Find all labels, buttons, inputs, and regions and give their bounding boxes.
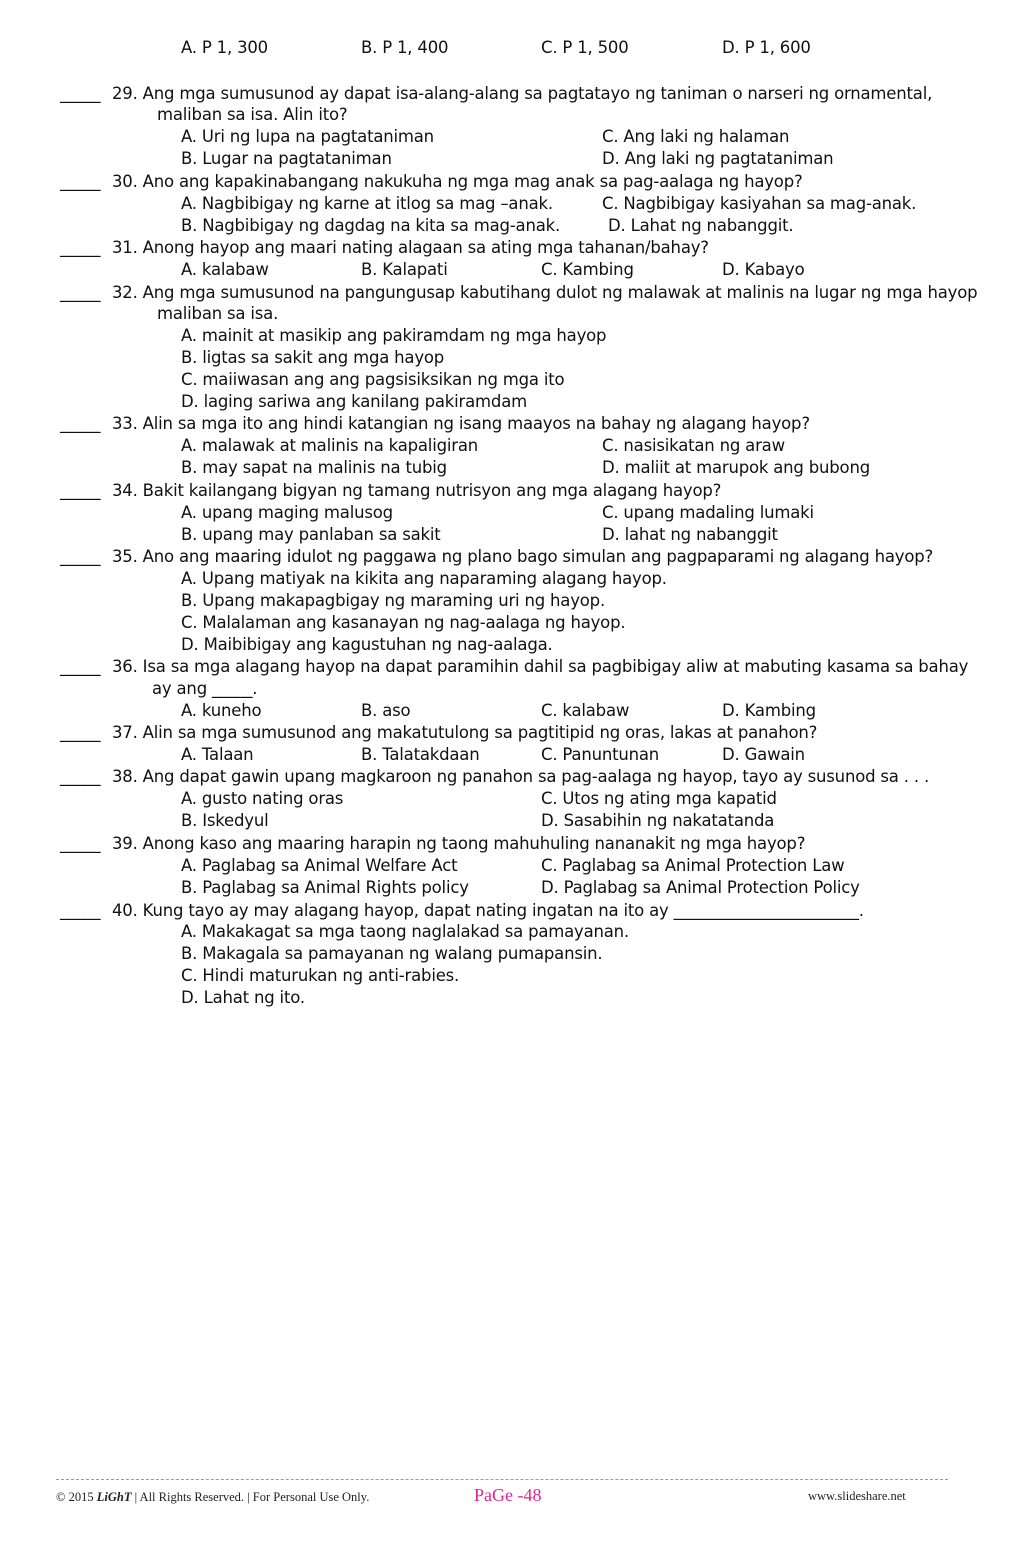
copyright-text: © 2015 — [56, 1490, 94, 1504]
answer-blank: _____ — [60, 834, 101, 853]
option-d: D. Ang laki ng pagtataniman — [602, 149, 834, 168]
option-c: C. nasisikatan ng araw — [602, 436, 785, 455]
question-text: 35. Ano ang maaring idulot ng paggawa ng plano bago simulan ang pagpaparami ng alagang hayop? — [112, 547, 934, 566]
option-c: C. Paglabag sa Animal Protection Law — [541, 856, 845, 875]
question-text-continued: ay ang _____. — [152, 679, 258, 698]
option-c: C. Nagbibigay kasiyahan sa mag-anak. — [602, 194, 917, 213]
footer-copyright-block — [56, 1489, 369, 1505]
brand-name: LiGhT — [96, 1490, 132, 1504]
q28-option-b: B. P 1, 400 — [361, 38, 449, 57]
question-text: 34. Bakit kailangang bigyan ng tamang nutrisyon ang mga alagang hayop? — [112, 481, 722, 500]
question-text: 33. Alin sa mga ito ang hindi katangian ng isang maayos na bahay ng alagang hayop? — [112, 414, 810, 433]
option-b: B. Talatakdaan — [361, 745, 480, 764]
option-d: D. Lahat ng ito. — [181, 988, 305, 1007]
option-b: B. aso — [361, 701, 411, 720]
question-text: 40. Kung tayo ay may alagang hayop, dapat nating ingatan na ito ay _______________________. — [112, 901, 864, 920]
answer-blank: _____ — [60, 901, 101, 920]
option-c: C. Ang laki ng halaman — [602, 127, 790, 146]
option-b: B. Makagala sa pamayanan ng walang pumapansin. — [181, 944, 603, 963]
option-d: D. Lahat ng nabanggit. — [608, 216, 794, 235]
option-a: A. kuneho — [181, 701, 262, 720]
answer-blank: _____ — [60, 547, 101, 566]
page-number: PaGe -48 — [474, 1485, 542, 1505]
answer-blank: _____ — [60, 767, 101, 786]
option-b: B. Upang makapagbigay ng maraming uri ng hayop. — [181, 591, 605, 610]
option-a: A. Nagbibigay ng karne at itlog sa mag –anak. — [181, 194, 553, 213]
answer-blank: _____ — [60, 283, 101, 302]
option-b: B. may sapat na malinis na tubig — [181, 458, 447, 477]
q28-option-c: C. P 1, 500 — [541, 38, 629, 57]
answer-blank: _____ — [60, 657, 101, 676]
option-b: B. Iskedyul — [181, 811, 269, 830]
answer-blank: _____ — [60, 84, 101, 103]
q28-option-d: D. P 1, 600 — [722, 38, 811, 57]
option-a: A. Upang matiyak na kikita ang naparaming alagang hayop. — [181, 569, 667, 588]
question-text-continued: maliban sa isa. Alin ito? — [157, 105, 348, 124]
option-a: A. Talaan — [181, 745, 254, 764]
question-text-continued: maliban sa isa. — [157, 304, 279, 323]
option-d: D. Sasabihin ng nakatatanda — [541, 811, 775, 830]
option-c: C. maiiwasan ang ang pagsisiksikan ng mga ito — [181, 370, 565, 389]
answer-blank: _____ — [60, 172, 101, 191]
rights-text: | All Rights Reserved. | For Personal Use Only. — [134, 1490, 370, 1504]
option-c: C. Hindi maturukan ng anti-rabies. — [181, 966, 460, 985]
question-text: 32. Ang mga sumusunod na pangungusap kabutihang dulot ng malawak at malinis na lugar ng mga hayop — [112, 283, 978, 302]
option-d: D. Gawain — [722, 745, 805, 764]
option-c: C. Kambing — [541, 260, 634, 279]
question-text: 37. Alin sa mga sumusunod ang makatutulong sa pagtitipid ng oras, lakas at panahon? — [112, 723, 818, 742]
site-url: www.slideshare.net — [808, 1489, 906, 1503]
option-d: D. laging sariwa ang kanilang pakiramdam — [181, 392, 527, 411]
question-text: 36. Isa sa mga alagang hayop na dapat paramihin dahil sa pagbibigay aliw at mabuting kasama sa bahay — [112, 657, 969, 676]
question-text: 31. Anong hayop ang maari nating alagaan sa ating mga tahanan/bahay? — [112, 238, 709, 257]
question-text: 30. Ano ang kapakinabangang nakukuha ng mga mag anak sa pag-aalaga ng hayop? — [112, 172, 803, 191]
question-text: 39. Anong kaso ang maaring harapin ng taong mahuhuling nananakit ng mga hayop? — [112, 834, 806, 853]
option-a: A. Makakagat sa mga taong naglalakad sa pamayanan. — [181, 922, 629, 941]
option-a: A. upang maging malusog — [181, 503, 393, 522]
question-text: 38. Ang dapat gawin upang magkaroon ng panahon sa pag-aalaga ng hayop, tayo ay susunod sa . . . — [112, 767, 929, 786]
option-d: D. Kabayo — [722, 260, 805, 279]
option-d: D. lahat ng nabanggit — [602, 525, 778, 544]
question-text: 29. Ang mga sumusunod ay dapat isa-alang-alang sa pagtatayo ng taniman o narseri ng ornamental, — [112, 84, 933, 103]
answer-blank: _____ — [60, 238, 101, 257]
option-c: C. kalabaw — [541, 701, 630, 720]
option-d: D. maliit at marupok ang bubong — [602, 458, 870, 477]
option-c: C. upang madaling lumaki — [602, 503, 814, 522]
option-b: B. Kalapati — [361, 260, 448, 279]
option-a: A. Uri ng lupa na pagtataniman — [181, 127, 434, 146]
option-d: D. Maibibigay ang kagustuhan ng nag-aalaga. — [181, 635, 553, 654]
option-b: B. Nagbibigay ng dagdag na kita sa mag-anak. — [181, 216, 561, 235]
option-b: B. Paglabag sa Animal Rights policy — [181, 878, 469, 897]
answer-blank: _____ — [60, 414, 101, 433]
option-a: A. gusto nating oras — [181, 789, 344, 808]
option-a: A. Paglabag sa Animal Welfare Act — [181, 856, 458, 875]
option-b: B. ligtas sa sakit ang mga hayop — [181, 348, 445, 367]
option-a: A. mainit at masikip ang pakiramdam ng mga hayop — [181, 326, 607, 345]
footer-divider — [56, 1479, 948, 1480]
answer-blank: _____ — [60, 723, 101, 742]
option-b: B. upang may panlaban sa sakit — [181, 525, 441, 544]
option-c: C. Utos ng ating mga kapatid — [541, 789, 777, 808]
option-c: C. Panuntunan — [541, 745, 660, 764]
option-a: A. malawak at malinis na kapaligiran — [181, 436, 478, 455]
option-d: D. Paglabag sa Animal Protection Policy — [541, 878, 860, 897]
option-b: B. Lugar na pagtataniman — [181, 149, 392, 168]
answer-blank: _____ — [60, 481, 101, 500]
option-c: C. Malalaman ang kasanayan ng nag-aalaga ng hayop. — [181, 613, 626, 632]
q28-option-a: A. P 1, 300 — [181, 38, 268, 57]
option-a: A. kalabaw — [181, 260, 269, 279]
option-d: D. Kambing — [722, 701, 816, 720]
